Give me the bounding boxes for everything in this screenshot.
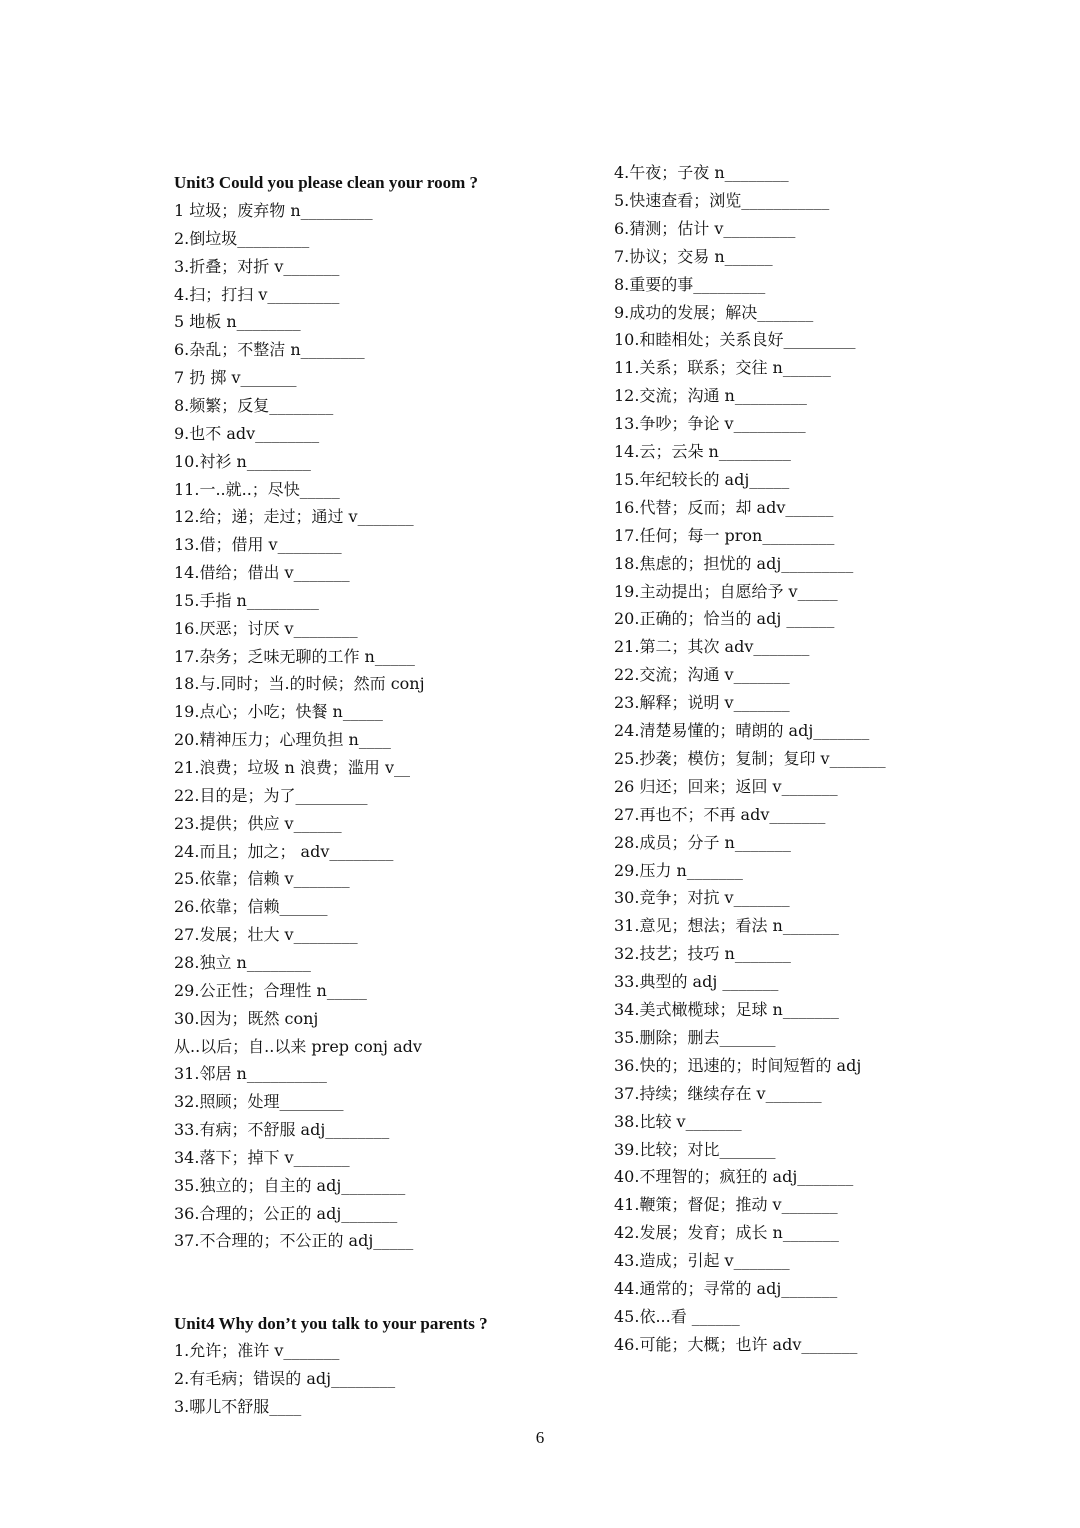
vocab-item: 17.杂务；乏味无聊的工作 n_____ <box>174 646 415 666</box>
vocab-item: 30.因为；既然 conj <box>174 1008 319 1028</box>
vocab-item: 7.协议；交易 n______ <box>614 246 773 266</box>
vocab-item: 32.技艺；技巧 n_______ <box>614 944 791 964</box>
vocab-item: 43.造成；引起 v_______ <box>614 1251 790 1271</box>
vocab-item: 11.一..就..；尽快_____ <box>174 479 340 499</box>
vocab-item: 38.比较 v_______ <box>614 1111 742 1131</box>
vocab-item: 6.猜测；估计 v_________ <box>614 218 796 238</box>
vocab-item: 28.成员；分子 n_______ <box>614 832 791 852</box>
vocab-item: 22.目的是；为了_________ <box>174 785 368 805</box>
vocab-item: 25.抄袭；模仿；复制；复印 v_______ <box>614 748 886 768</box>
vocab-item: 17.任何；每一 pron_________ <box>614 525 835 545</box>
vocab-item: 4.扫；打扫 v_________ <box>174 284 340 304</box>
vocab-item: 29.压力 n_______ <box>614 860 743 880</box>
vocab-item: 10.和睦相处；关系良好_________ <box>614 330 856 350</box>
vocab-item: 5.快速查看；浏览___________ <box>614 190 830 210</box>
vocab-item: 25.依靠；信赖 v_______ <box>174 869 350 889</box>
vocab-item: 35.删除；删去_______ <box>614 1027 776 1047</box>
vocab-item: 14.云；云朵 n_________ <box>614 442 791 461</box>
vocab-item: 15.手指 n_________ <box>174 590 319 610</box>
vocab-item: 8.重要的事_________ <box>614 274 766 294</box>
vocab-item: 29.公正性；合理性 n_____ <box>174 980 367 1000</box>
vocab-item: 28.独立 n________ <box>174 952 311 972</box>
vocab-item: 37.不合理的；不公正的 adj_____ <box>174 1231 414 1251</box>
vocab-item: 18.与.同时；当.的时候；然而 conj <box>174 674 425 694</box>
vocab-item: 8.频繁；反复________ <box>174 395 334 415</box>
vocab-item: 19.点心；小吃；快餐 n_____ <box>174 702 383 722</box>
vocab-item: 9.成功的发展；解决_______ <box>614 302 814 322</box>
vocab-item: 7 扔 掷 v_______ <box>174 368 297 388</box>
vocab-item: 23.提供；供应 v______ <box>174 813 342 833</box>
vocab-item: 26.依靠；信赖______ <box>174 897 328 917</box>
vocab-item: 1.允许；准许 v_______ <box>174 1341 340 1360</box>
vocab-item: 3.哪儿不舒服____ <box>174 1397 302 1416</box>
vocab-item: 23.解释；说明 v_______ <box>614 693 790 713</box>
vocab-item: 33.有病；不舒服 adj________ <box>174 1120 390 1140</box>
vocab-item: 2.倒垃圾_________ <box>174 228 310 248</box>
vocab-item: 31.邻居 n__________ <box>174 1064 327 1084</box>
vocab-item: 41.鞭策；督促；推动 v_______ <box>614 1195 838 1215</box>
vocab-item: 31.意见；想法；看法 n_______ <box>614 916 839 936</box>
vocab-item: 27.发展；壮大 v________ <box>174 925 358 945</box>
vocab-item: 4.午夜；子夜 n________ <box>614 163 789 182</box>
vocab-item: 19.主动提出；自愿给予 v_____ <box>614 581 838 601</box>
vocab-item: 45.依...看 ______ <box>614 1306 740 1326</box>
vocab-item: 5 地板 n________ <box>174 312 301 332</box>
vocab-item: 36.合理的；公正的 adj_______ <box>174 1203 398 1223</box>
vocab-item: 3.折叠；对折 v_______ <box>174 256 340 276</box>
vocab-item: 21.浪费；垃圾 n 浪费；滥用 v__ <box>174 758 411 777</box>
vocab-item: 32.照顾；处理________ <box>174 1092 344 1112</box>
vocab-item: 34.美式橄榄球；足球 n_______ <box>614 1000 839 1019</box>
vocab-item: 9.也不 adv________ <box>174 423 320 443</box>
vocab-item: 21.第二；其次 adv_______ <box>614 637 810 657</box>
vocab-item: 24.清楚易懂的；晴朗的 adj_______ <box>614 721 870 740</box>
vocab-item: 46.可能；大概；也许 adv_______ <box>614 1334 858 1354</box>
vocab-item: 11.关系；联系；交往 n______ <box>614 358 831 378</box>
vocab-item: 37.持续；继续存在 v_______ <box>614 1083 822 1103</box>
vocab-item: 44.通常的；寻常的 adj_______ <box>614 1279 838 1298</box>
vocab-item: 40.不理智的；疯狂的 adj_______ <box>614 1167 854 1187</box>
vocab-item: 16.代替；反而；却 adv______ <box>614 497 834 517</box>
unit3-title: Unit3 Could you please clean your room ? <box>174 173 478 192</box>
vocab-item: 16.厌恶；讨厌 v________ <box>174 618 358 638</box>
vocab-item: 27.再也不；不再 adv_______ <box>614 804 826 824</box>
vocab-item: 22.交流；沟通 v_______ <box>614 665 790 685</box>
unit4-title: Unit4 Why don’t you talk to your parents ? <box>174 1314 488 1333</box>
vocab-item: 42.发展；发育；成长 n_______ <box>614 1223 839 1243</box>
vocab-item: 12.交流；沟通 n_________ <box>614 386 807 406</box>
vocab-item: 33.典型的 adj _______ <box>614 972 779 992</box>
vocab-item: 20.精神压力；心理负担 n____ <box>174 730 391 750</box>
vocab-item: 15.年纪较长的 adj_____ <box>614 469 790 489</box>
vocab-item: 30.竞争；对抗 v_______ <box>614 888 790 908</box>
vocab-item: 26 归还；回来；返回 v_______ <box>614 776 838 796</box>
vocab-item: 2.有毛病；错误的 adj________ <box>174 1369 396 1388</box>
vocab-item: 34.落下；掉下 v_______ <box>174 1147 350 1167</box>
vocab-item: 24.而且；加之； adv________ <box>174 841 394 861</box>
vocab-item: 36.快的；迅速的；时间短暂的 adj <box>614 1055 862 1075</box>
vocab-item: 从..以后；自..以来 prep conj adv <box>174 1036 422 1056</box>
vocab-item: 13.争吵；争论 v_________ <box>614 414 806 434</box>
vocab-item: 6.杂乱；不整洁 n________ <box>174 340 365 360</box>
vocab-item: 18.焦虑的；担忧的 adj_________ <box>614 553 854 573</box>
vocab-item: 1 垃圾；废弃物 n_________ <box>174 201 373 220</box>
vocab-item: 12.给；递；走过；通过 v_______ <box>174 507 414 527</box>
vocab-item: 13.借；借用 v________ <box>174 535 342 555</box>
vocab-item: 10.衬衫 n________ <box>174 451 311 471</box>
vocab-item: 20.正确的；恰当的 adj ______ <box>614 609 835 629</box>
vocab-item: 39.比较；对比_______ <box>614 1139 776 1159</box>
vocab-item: 35.独立的；自主的 adj________ <box>174 1175 406 1195</box>
page-number: 6 <box>535 1428 545 1447</box>
vocab-item: 14.借给；借出 v_______ <box>174 563 350 583</box>
